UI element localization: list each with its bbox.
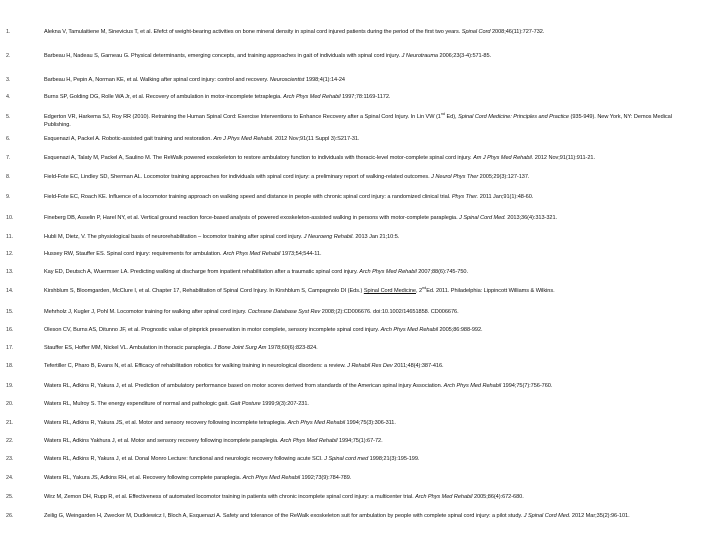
reference-text — [44, 76, 684, 84]
reference-number: 13. — [6, 269, 14, 275]
citation-text: 1998;4(1):14-24 — [304, 77, 345, 83]
reference-text — [44, 268, 684, 276]
citation-text: 1998;21(3):195-199. — [368, 456, 420, 462]
citation-text: Barbeau H, Pepin A, Norman KE, et al. Walking after spinal cord injury: control and recovery. — [44, 77, 270, 83]
journal-title: J Rehabil Res Dev — [347, 363, 393, 369]
reference-text — [44, 512, 684, 520]
citation-text: 2013 Jan 21;10:5. — [353, 234, 400, 240]
citation-text: Barbeau H, Nadeau S, Garneau G. Physical determinants, emerging concepts, and training approaches in gait of individuals with spinal cord injury. — [44, 53, 402, 59]
reference-number: 15. — [6, 309, 14, 315]
reference-number: 14. — [6, 288, 14, 294]
reference-number: 1. — [6, 29, 11, 35]
reference-number: 26. — [6, 513, 14, 519]
citation-text: 2012 Nov;91(11):911-21. — [533, 155, 595, 161]
citation-text: 1999;9(3):207-231. — [260, 401, 309, 407]
reference-number: 6. — [6, 136, 11, 142]
reference-text — [44, 93, 684, 101]
reference-text — [44, 214, 684, 222]
reference-text — [44, 362, 684, 370]
reference-number: 12. — [6, 251, 14, 257]
reference-text — [44, 28, 684, 36]
citation-text: Mehrholz J, Kugler J, Pohl M. Locomotor training for walking after spinal cord injury. — [44, 309, 248, 315]
reference-text — [44, 400, 684, 408]
citation-text: Waters RL, Adkins R, Yakura J, et al. Donal Monro Lecture: functional and neurologic recovery following acute SCI. — [44, 456, 325, 462]
citation-text: 2006;23(3-4):571-85. — [438, 53, 492, 59]
reference-number: 21. — [6, 420, 14, 426]
journal-title: Arch Phys Med Rehabil — [222, 251, 281, 257]
reference-number: 8. — [6, 174, 11, 180]
citation-text: Kirshblum S, Bloomgarden, McClure I, et al. Chapter 17, Rehabilitation of Spinal Cord Injury. In Kirshblum S, Campagnolo DI (Eds.) — [44, 288, 364, 294]
citation-text: Field-Fote EC, Roach KE. Influence of a locomotor training approach on walking speed and distance in people with chronic spinal cord injury: a randomized clinical trial. — [44, 194, 452, 200]
book-title: Spinal Cord Medicine — [363, 288, 416, 294]
journal-title: Arch Phys Med Rehabil — [359, 269, 417, 275]
reference-number: 5. — [6, 114, 11, 120]
journal-title: Phys Ther. — [451, 194, 479, 200]
citation-text: Wirz M, Zemon DH, Rupp R, et al. Effectiveness of automated locomotor training in patients with chronic incomplete spinal cord injury: a multicenter trial. — [44, 494, 416, 500]
reference-text — [44, 287, 684, 295]
citation-text: 1992;73(9):784-789. — [300, 475, 352, 481]
citation-text: Fineberg DB, Asselin P, Harel NY, et al. Vertical ground reaction force-based analysis of powered exoskeleton-assisted walking in persons with motor-complete paraplegia. — [44, 215, 460, 221]
citation-text: 2005;86(4):672-680. — [472, 494, 524, 500]
citation-text: 2013;36(4):313-321. — [505, 215, 558, 221]
reference-number: 2. — [6, 53, 11, 59]
citation-text: 2008;(2):CD006676. doi:10.1002/14651858. CD006676. — [320, 309, 459, 315]
reference-text — [44, 419, 684, 427]
citation-text: Waters RL, Adkins R, Yakura J, et al. Prediction of ambulatory performance based on motor scores derived from standards of the American spinal injury Association. — [44, 383, 444, 389]
citation-text: Stauffer ES, Hoffer MM, Nickel VL. Ambulation in thoracic paraplegia. — [44, 345, 214, 351]
citation-text: Ed), — [444, 114, 459, 120]
reference-text — [44, 154, 684, 162]
reference-text — [44, 455, 684, 463]
reference-number: 23. — [6, 456, 14, 462]
journal-title: Neuroscientist — [269, 77, 305, 83]
journal-title: Gait Posture — [230, 401, 261, 407]
reference-text — [44, 437, 684, 445]
journal-title: Spinal Cord Medicine: Principles and Practice — [458, 114, 569, 120]
journal-title: Arch Phys Med Rehabil — [380, 327, 438, 333]
citation-text: 1978;60(6):823-824. — [266, 345, 318, 351]
citation-text: Waters RL, Adkins Yakhura J, et al. Motor and sensory recovery following incomplete paraplegia. — [44, 438, 281, 444]
superscript: nd — [422, 286, 427, 291]
reference-number: 20. — [6, 401, 14, 407]
citation-text: 1997;78:1169-1172. — [340, 94, 391, 100]
citation-text: Waters RL, Yakura JS, Adkins RH, et al. Recovery following complete paraplegia. — [44, 475, 243, 481]
citation-text: Esquenazi A, Talaty M, Packel A, Saulino M. The ReWalk powered exoskeleton to restore ambulatory function to individuals with thoracic-level motor-complete spinal cord injury. — [44, 155, 474, 161]
citation-text: 2005;86:988-992. — [437, 327, 483, 333]
journal-title: J Spinal Cord Med. — [523, 513, 571, 519]
citation-text: Esquenazi A, Packel A. Robotic-assisted gait training and restoration. — [44, 136, 214, 142]
journal-title: Arch Phys Med Rehabil — [415, 494, 473, 500]
journal-title: Spinal Cord — [461, 29, 491, 35]
citation-text: 2011 Jan;91(1):48-60. — [478, 194, 534, 200]
journal-title: J Neurol Phys Ther — [431, 174, 479, 180]
reference-number: 22. — [6, 438, 14, 444]
citation-text: (935-949). New York, NY: Demos Medical Publishing. — [44, 114, 672, 129]
reference-text — [44, 493, 684, 501]
reference-number: 9. — [6, 194, 11, 200]
citation-text: 1994;75(7):756-760. — [501, 383, 553, 389]
reference-text — [44, 113, 684, 130]
reference-text — [44, 173, 684, 181]
reference-number: 16. — [6, 327, 14, 333]
journal-title: J Bone Joint Surg Am — [213, 345, 267, 351]
journal-title: Arch Phys Med Rehabil — [443, 383, 502, 389]
citation-text: Zeilig G, Weingarden H, Zwecker M, Dudkiewicz I, Bloch A, Esquenazi A. Safety and tolerance of the ReWalk exoskeleton suit for ambulation by people with complete spinal cord injury: a pilot study. — [44, 513, 524, 519]
journal-title: Cochrane Database Syst Rev — [247, 309, 321, 315]
citation-text: Waters RL, Mulroy S. The energy expenditure of normal and pathologic gait. — [44, 401, 231, 407]
reference-text — [44, 474, 684, 482]
citation-text: 2008;46(11):727-732. — [490, 29, 545, 35]
reference-text — [44, 52, 684, 60]
journal-title: J Neuroeng Rehabil. — [303, 234, 354, 240]
journal-title: J Neurotrauma — [401, 53, 438, 59]
citation-text: 2005;29(3):127-137. — [478, 174, 530, 180]
reference-text — [44, 382, 684, 390]
citation-text: Field-Fote EC, Lindley SD, Sherman AL. Locomotor training approaches for individuals with spinal cord injury: a preliminary report of walking-related outcomes. — [44, 174, 432, 180]
citation-text: 1994;75(1):67-72. — [337, 438, 383, 444]
citation-text: Kay ED, Deutsch A, Wuermser LA. Predicting walking at discharge from inpatient rehabilitation after a traumatic spinal cord injury. — [44, 269, 360, 275]
reference-number: 19. — [6, 383, 14, 389]
reference-number: 10. — [6, 215, 14, 221]
journal-title: Am J Phys Med Rehabil. — [213, 136, 274, 142]
reference-number: 24. — [6, 475, 14, 481]
reference-number: 25. — [6, 494, 14, 500]
journal-title: Arch Phys Med Rehabil — [242, 475, 301, 481]
citation-text: 1994;75(3):306-311. — [345, 420, 396, 426]
citation-text: 2011;48(4):387-416. — [392, 363, 444, 369]
citation-text: Edgerton VR, Harkema SJ, Roy RR (2010). Retraining the Human Spinal Cord: Exercise Interventions to Enhance Recovery after a Spinal Cord Injury. In Lin VW (1 — [44, 114, 441, 120]
citation-text: Hubli M, Dietz, V. The physiological basis of neurorehabilitation – locomotor training after spinal cord injury. — [44, 234, 304, 240]
reference-text — [44, 326, 684, 334]
citation-text: Alekna V, Tamulaitiene M, Sinevicius T, et al. Efefct of weight-bearing activities on bone mineral density in spinal cord injured patients during the period of the first two years. — [44, 29, 462, 35]
journal-title: J Spinal Cord Med. — [459, 215, 506, 221]
citation-text: Hussey RW, Stauffer ES. Spinal cord injury: requirements for ambulation. — [44, 251, 223, 257]
journal-title: J Spinal cord med — [324, 456, 369, 462]
citation-text: Burns SP, Golding DG, Rolle WA Jr, et al. Recovery of ambulation in motor-incomplete tetraplegia. — [44, 94, 284, 100]
journal-title: Arch Phys Med Rehabil — [280, 438, 338, 444]
reference-number: 18. — [6, 363, 14, 369]
citation-text: Waters RL, Adkins R, Yakura JS, et al. Motor and sensory recovery following incomplete tetraplegia. — [44, 420, 288, 426]
journal-title: Arch Phys Med Rehabil — [283, 94, 341, 100]
citation-text: Oleson CV, Burns AS, Ditunno JF, et al. Prognostic value of pinprick preservation in motor complete, sensory incomplete spinal cord injury. — [44, 327, 381, 333]
citation-text: 2012 Nov;91(11 Suppl 3):S217-31. — [273, 136, 360, 142]
reference-text — [44, 135, 684, 143]
citation-text: Tefertiller C, Pharo B, Evans N, et al. Efficacy of rehabilitation robotics for walking training in neurological disorders: a review. — [44, 363, 348, 369]
reference-text — [44, 193, 684, 201]
reference-number: 11. — [6, 234, 14, 240]
reference-text — [44, 250, 684, 258]
reference-number: 4. — [6, 94, 11, 100]
citation-text: Ed. 2011. Philadelphia: Lippincott Williams & Wilkins. — [426, 288, 555, 294]
reference-text — [44, 308, 684, 316]
reference-text — [44, 344, 684, 352]
journal-title: Am J Phys Med Rehabil. — [473, 155, 534, 161]
citation-text: , 2 — [415, 288, 423, 294]
citation-text: 1973;54;544-11. — [280, 251, 322, 257]
citation-text: 2007;88(6):745-750. — [416, 269, 468, 275]
reference-number: 17. — [6, 345, 14, 351]
reference-text — [44, 233, 684, 241]
citation-text: 2012 Mar;35(2):96-101. — [570, 513, 630, 519]
superscript: nd — [440, 112, 445, 117]
reference-number: 3. — [6, 77, 11, 83]
reference-number: 7. — [6, 155, 11, 161]
journal-title: Arch Phys Med Rehabil — [287, 420, 346, 426]
